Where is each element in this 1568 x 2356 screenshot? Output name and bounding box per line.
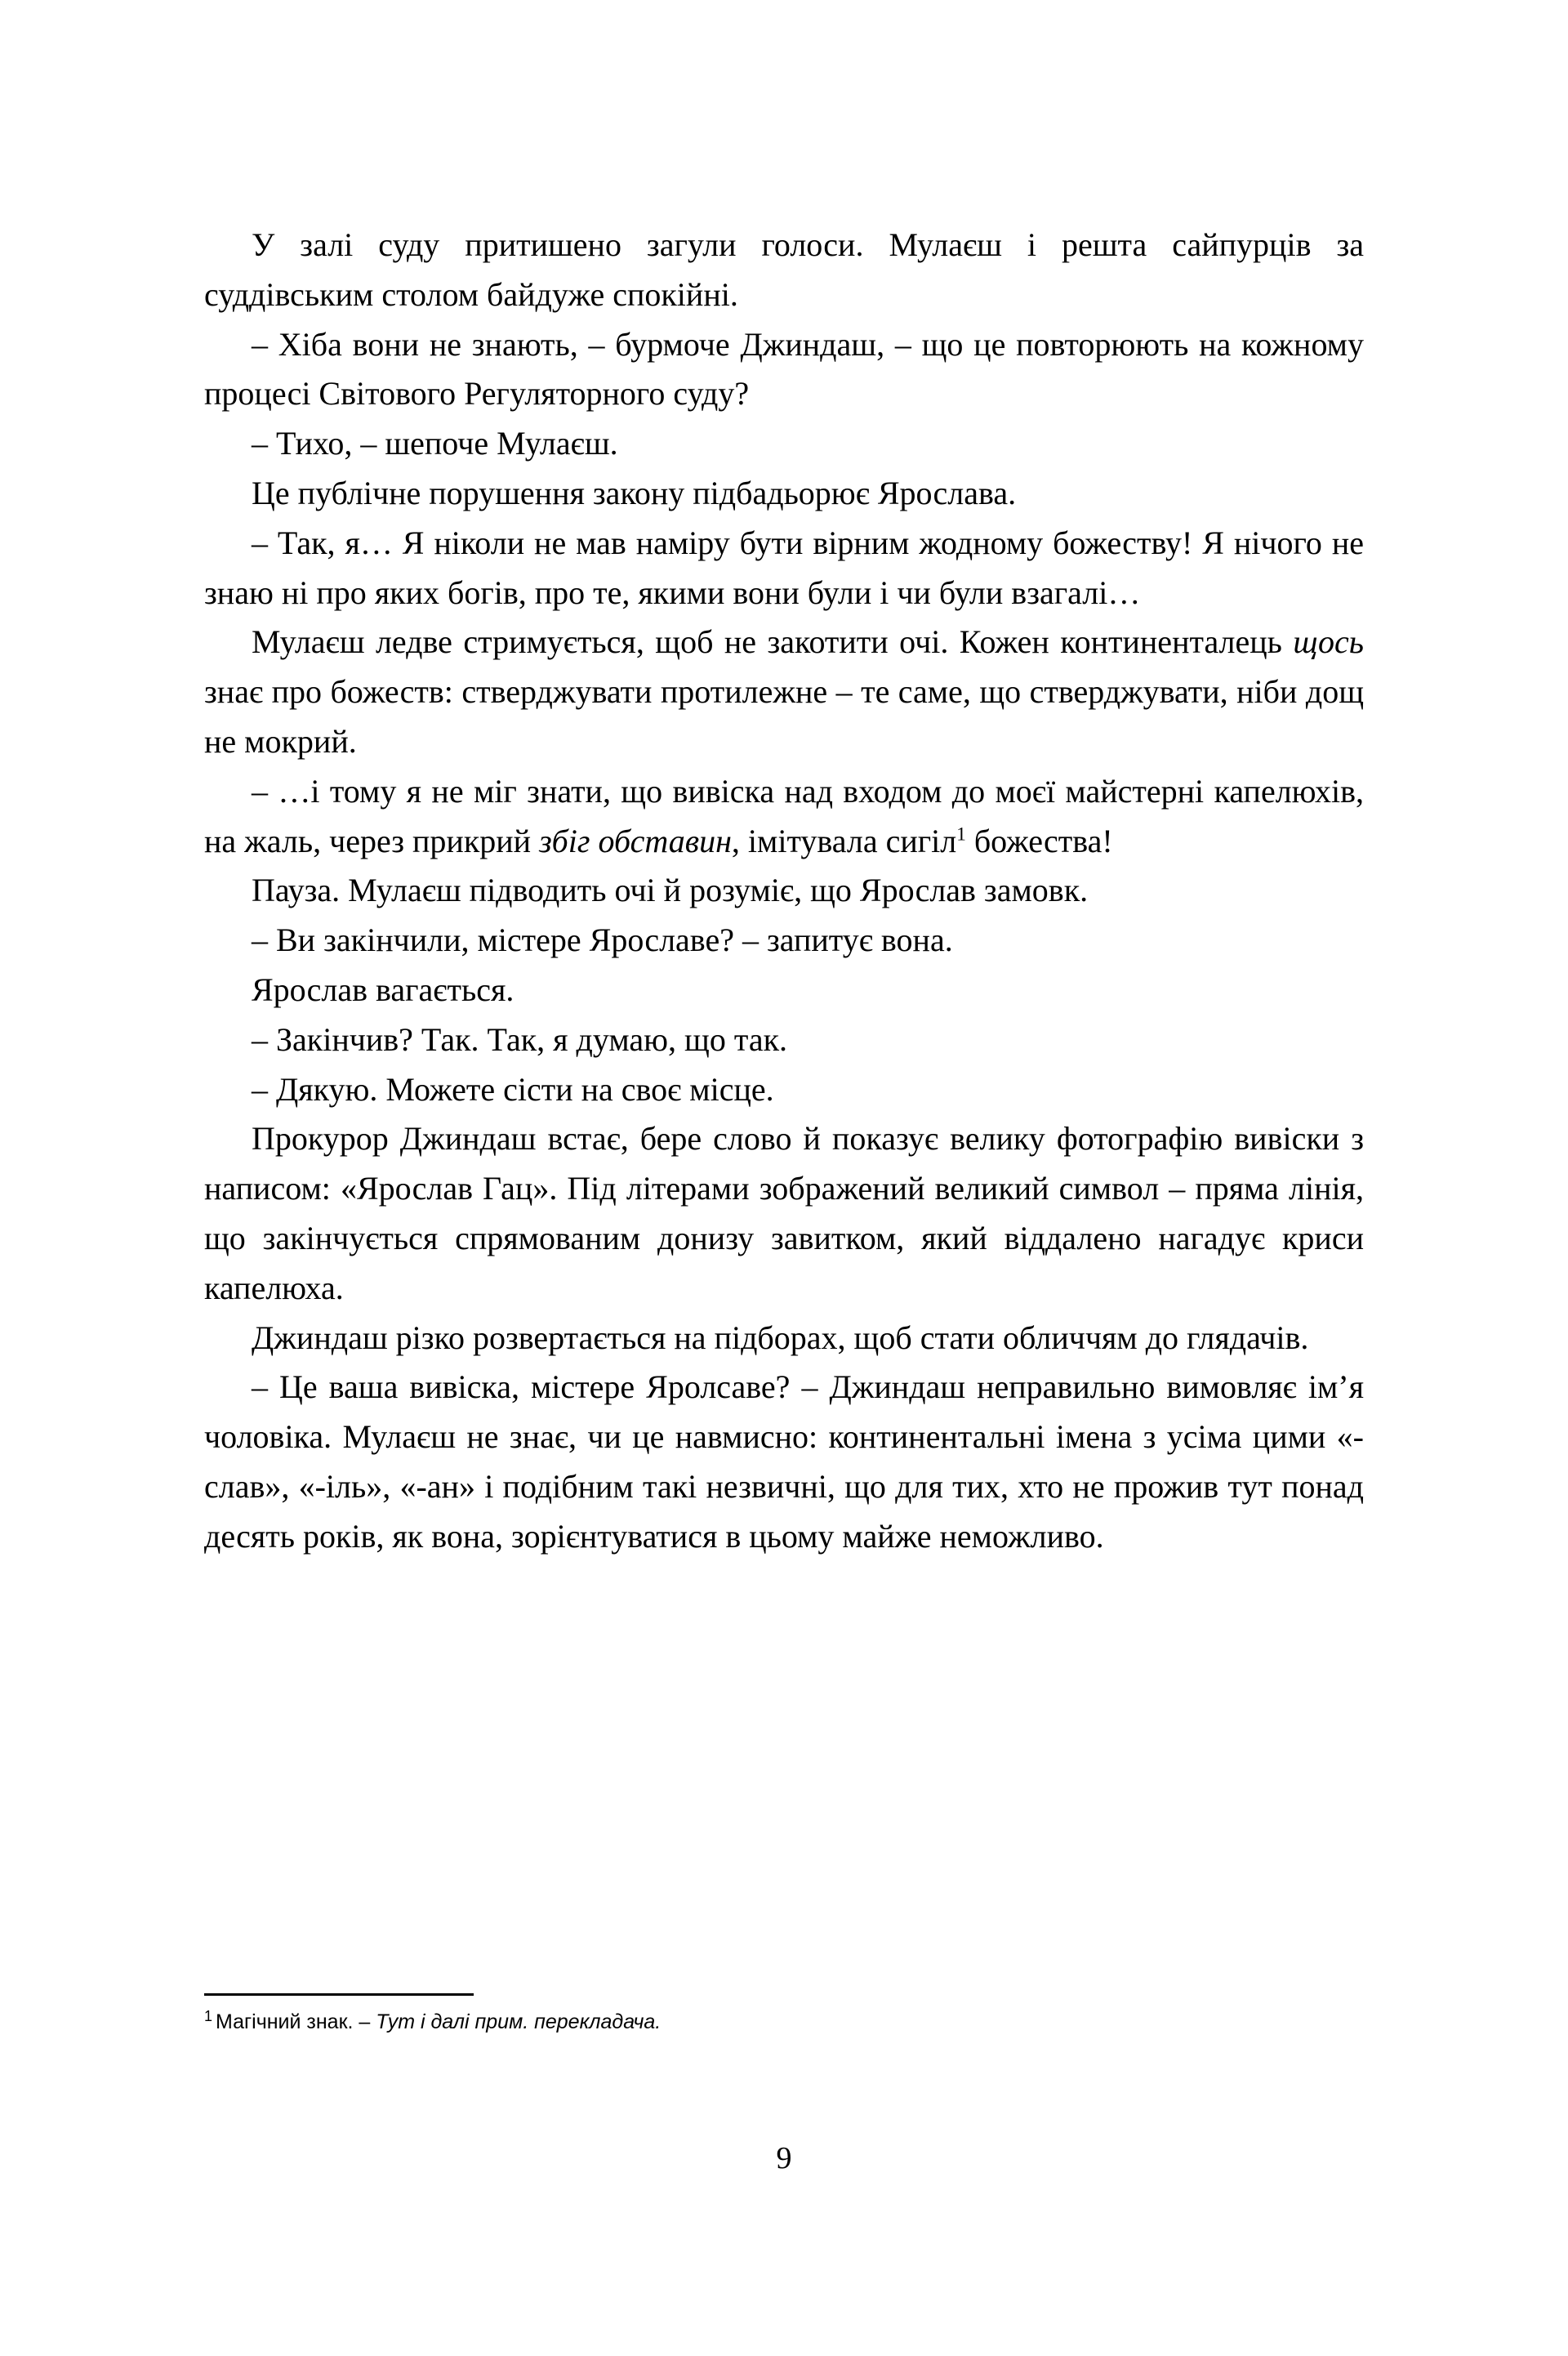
paragraph (204, 1363, 1364, 1561)
paragraph-text: знає про божеств: стверджувати протилежне – те саме, що стверджувати, ніби дощ не мокрий. (204, 673, 1364, 760)
paragraph-text: Це публічне порушення закону підбадьорює Ярослава. (252, 474, 1017, 511)
paragraph-text: , імітувала сигіл (731, 822, 957, 859)
paragraph-text: – Закінчив? Так. Так, я думаю, що так. (252, 1020, 788, 1058)
paragraph (204, 469, 1364, 519)
paragraph (204, 966, 1364, 1015)
emphasis-text: щось (1293, 623, 1364, 661)
paragraph (204, 221, 1364, 320)
paragraph-text: Джиндаш різко розвертається на підборах, щоб стати обличчям до глядачів. (252, 1319, 1309, 1356)
paragraph-text: – Це ваша вивіска, містере Яролсаве? – Джиндаш неправильно вимовляє ім’я чоловіка. Мулаєш не знає, чи це навмисно: континентальні імена з усіма цими «-слав», «-іль», «-ан» і подібним такі незвичні, що для тих, хто не прожив тут понад десять років, як вона, зорієнтуватися в цьому майже неможливо. (204, 1368, 1364, 1555)
paragraph-text: – Тихо, – шепоче Мулаєш. (252, 425, 618, 462)
footnote-italic-text: Тут і далі прим. перекладача. (376, 2010, 662, 2033)
page-body-text (204, 221, 1364, 1562)
paragraph (204, 419, 1364, 469)
footnote-reference[interactable]: 1 (956, 823, 966, 846)
paragraph (204, 1114, 1364, 1313)
footnote-marker: 1 (204, 2007, 213, 2024)
footnote-entry (204, 2009, 1364, 2037)
paragraph-text: божества! (965, 822, 1113, 859)
emphasis-text: збіг обставин (539, 822, 732, 859)
paragraph (204, 618, 1364, 766)
paragraph (204, 1314, 1364, 1363)
paragraph-text: – Дякую. Можете сісти на своє місце. (252, 1070, 774, 1108)
paragraph-text: – Так, я… Я ніколи не мав наміру бути вірним жодному божеству! Я нічого не знаю ні про яких богів, про те, якими вони були і чи були взагалі… (204, 524, 1364, 611)
page-number: 9 (776, 2141, 792, 2175)
paragraph-text: – Хіба вони не знають, – бурмоче Джиндаш, – що це повторюють на кожному процесі Світового Регуляторного суду? (204, 325, 1364, 413)
footnote-text: Магічний знак. – (216, 2010, 376, 2033)
paragraph (204, 866, 1364, 916)
paragraph-text: Ярослав вагається. (252, 971, 514, 1008)
paragraph-text: Пауза. Мулаєш підводить очі й розуміє, що Ярослав замовк. (252, 872, 1089, 909)
paragraph-text: Мулаєш ледве стримується, щоб не закотити очі. Кожен континенталець (252, 623, 1294, 661)
footnote-separator-rule (204, 1993, 474, 1996)
footnote-area (204, 1993, 1364, 2037)
paragraph (204, 1065, 1364, 1115)
paragraph (204, 1015, 1364, 1065)
paragraph (204, 519, 1364, 618)
paragraph-text: Прокурор Джиндаш встає, бере слово й показує велику фотографію вивіски з написом: «Ярослав Гац». Під літерами зображений великий символ – пряма лінія, що закінчується спрямованим донизу завитком, який віддалено нагадує криси капелюха. (204, 1120, 1364, 1306)
paragraph-text: – Ви закінчили, містере Ярославе? – запитує вона. (252, 921, 953, 959)
paragraph (204, 320, 1364, 420)
paragraph-text: – …і тому я не міг знати, що вивіска над входом до моєї майстерні капелюхів, на жаль, через прикрий (204, 772, 1364, 859)
paragraph (204, 767, 1364, 867)
paragraph (204, 916, 1364, 966)
paragraph-text: У залі суду притишено загули голоси. Мулаєш і решта сайпурців за суддівським столом байдуже спокійні. (204, 226, 1364, 313)
